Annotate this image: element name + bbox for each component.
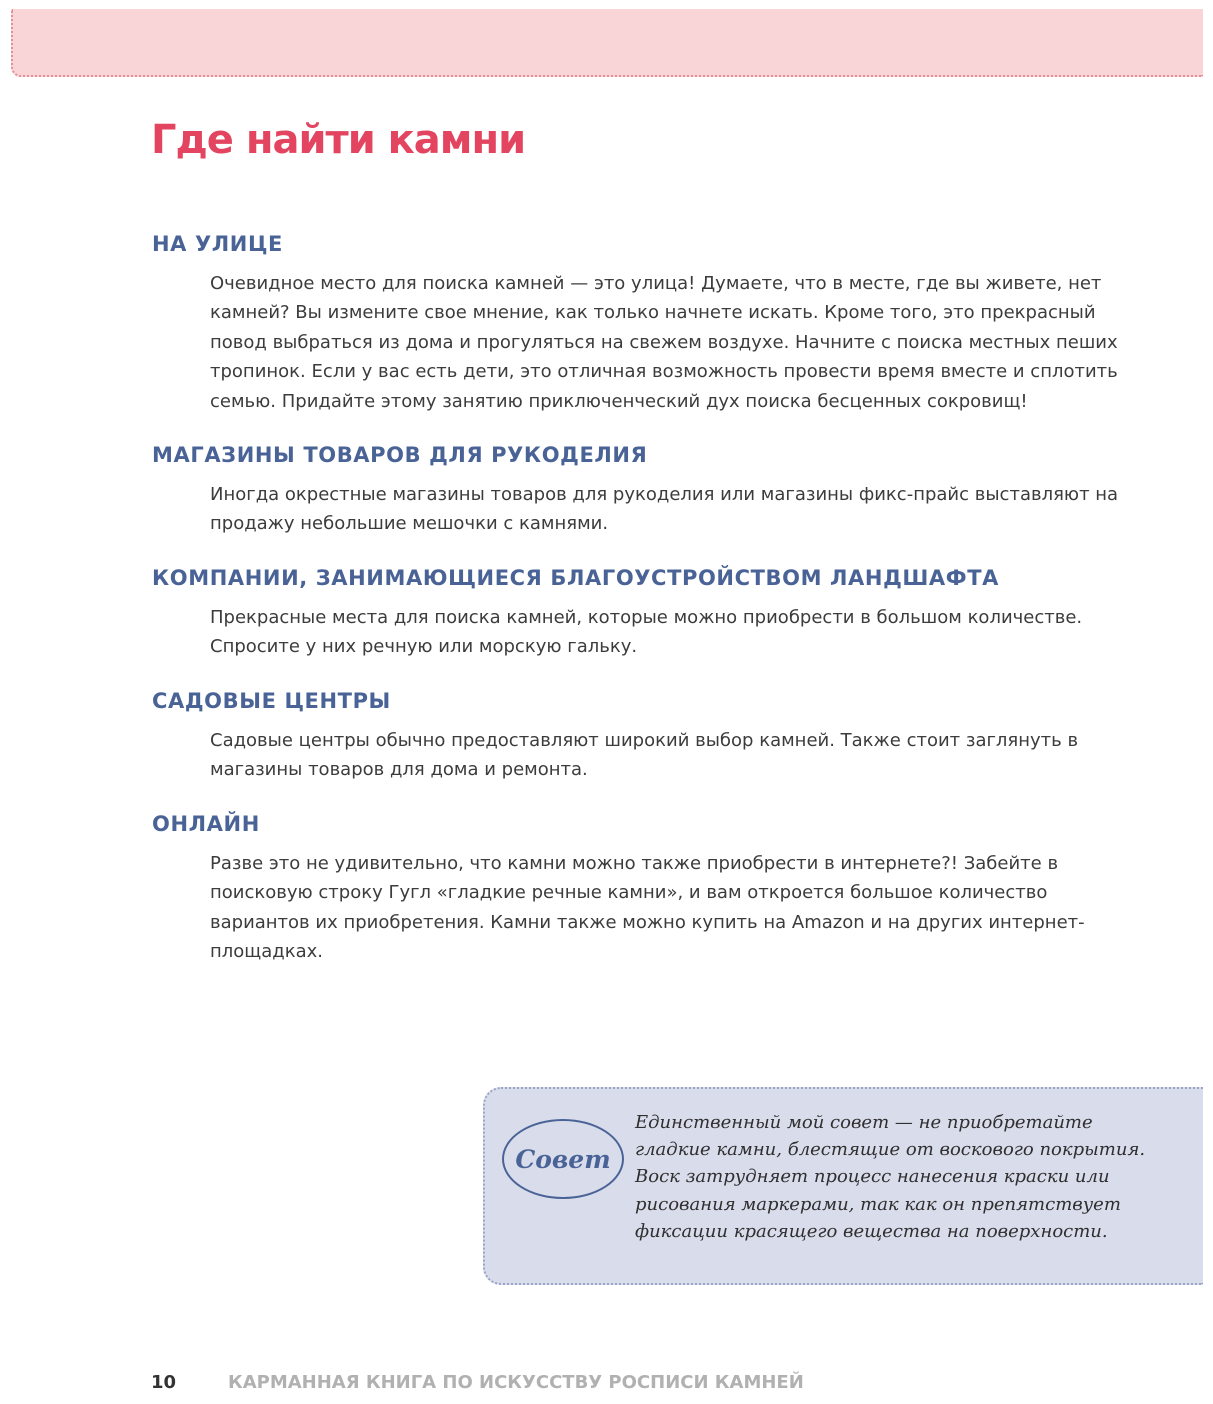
top-decorative-band <box>11 9 1203 77</box>
section-landscaping <box>152 566 1112 662</box>
section-body: Садовые центры обычно предоставляют широкий выбор камней. Также стоит заглянуть в магазины товаров для дома и ремонта. <box>210 730 1079 781</box>
section-body: Очевидное место для поиска камней — это улица! Думаете, что в месте, где вы живете, нет камней? Вы измените свое мнение, как только начнете искать. Кроме того, это прекрасный повод выбраться из дома и прогуляться на свежем воздухе. Начните с поиска местных пеших тропинок. Если у вас есть дети, это отличная возможность провести время вместе и сплотить семью. Придайте этому занятию приключенческий дух поиска бесценных сокровищ! <box>210 273 1118 412</box>
section-heading: МАГАЗИНЫ ТОВАРОВ ДЛЯ РУКОДЕЛИЯ <box>152 443 648 467</box>
section-online <box>152 812 1112 967</box>
tip-badge-label: Совет <box>515 1144 611 1174</box>
section-heading: КОМПАНИИ, ЗАНИМАЮЩИЕСЯ БЛАГОУСТРОЙСТВОМ ЛАНДШАФТА <box>152 566 999 590</box>
section-body: Иногда окрестные магазины товаров для рукоделия или магазины фикс-прайс выставляют на продажу небольшие мешочки с камнями. <box>210 484 1119 535</box>
tip-text: Единственный мой совет — не приобретайте гладкие камни, блестящие от воскового покрытия. Воск затрудняет процесс нанесения краски или рисования маркерами, так как он препятствует фиксации красящего вещества на поверхности. <box>635 1112 1146 1242</box>
section-garden-centers <box>152 689 1112 785</box>
page-title: Где найти камни <box>151 117 526 163</box>
section-body: Прекрасные места для поиска камней, которые можно приобрести в большом количестве. Спросите у них речную или морскую гальку. <box>210 607 1083 658</box>
section-heading: ОНЛАЙН <box>152 812 260 836</box>
tip-badge <box>502 1119 624 1199</box>
running-footer-title: КАРМАННАЯ КНИГА ПО ИСКУССТВУ РОСПИСИ КАМНЕЙ <box>228 1372 804 1393</box>
tip-box <box>483 1087 1203 1285</box>
section-heading: НА УЛИЦЕ <box>152 232 283 256</box>
section-body: Разве это не удивительно, что камни можно также приобрести в интернете?! Забейте в поисковую строку Гугл «гладкие речные камни», и вам откроется большое количество вариантов их приобретения. Камни также можно купить на Amazon и на других интернет-площадках. <box>210 853 1085 963</box>
section-street <box>152 232 1118 416</box>
page-number: 10 <box>151 1372 177 1393</box>
section-heading: САДОВЫЕ ЦЕНТРЫ <box>152 689 391 713</box>
section-craft-stores <box>152 443 1119 539</box>
